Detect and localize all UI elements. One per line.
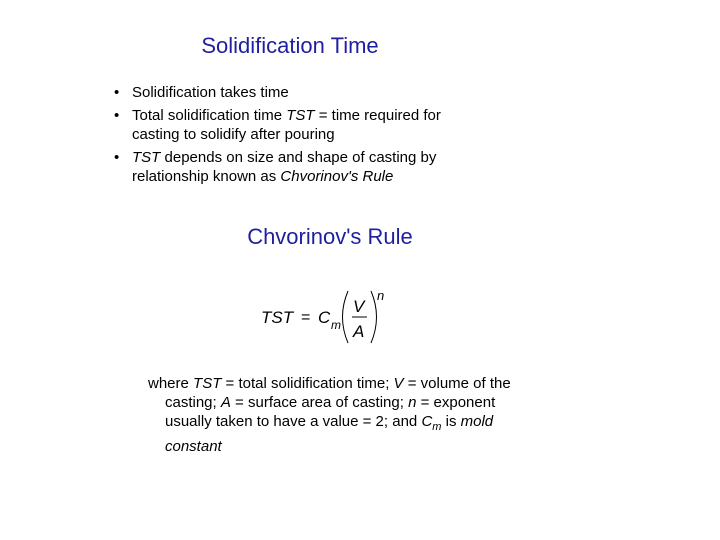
- bullet-text: Total solidification time: [132, 107, 287, 124]
- bullet-marker: •: [114, 84, 120, 101]
- bullet-marker: •: [114, 107, 120, 124]
- bullet-text: Chvorinov's Rule: [280, 168, 394, 185]
- explanation-text: $C_m$: [421, 413, 442, 433]
- explanation-text: is: [441, 413, 461, 430]
- bullet-text: Solidification takes time: [132, 84, 289, 101]
- bullet-marker: •: [114, 149, 120, 166]
- formula-equals: =: [301, 309, 311, 326]
- formula-lhs: TST: [261, 308, 294, 327]
- explanation-text: n: [408, 394, 417, 411]
- explanation-text: A: [220, 394, 231, 411]
- formula-denominator: A: [353, 322, 365, 341]
- bullet-text: = time required for casting to solidify after pouring: [132, 107, 441, 143]
- explanation-text: where: [148, 375, 194, 392]
- formula-coef: C: [318, 308, 331, 327]
- bullet-item: [112, 83, 492, 102]
- chvorinov-formula: [255, 285, 415, 350]
- bullet-list: [112, 83, 492, 190]
- bullet-item: [112, 148, 492, 186]
- formula-coef-sub: m: [331, 318, 341, 332]
- left-paren: [343, 291, 349, 343]
- explanation-text: mold constant: [165, 413, 494, 455]
- explanation-text: = volume of the casting;: [165, 375, 511, 411]
- rule-title: Chvorinov's Rule: [247, 224, 413, 249]
- bullet-text: TST: [132, 149, 161, 166]
- explanation-text: V: [393, 375, 404, 392]
- explanation-text: = total solidification time;: [221, 375, 394, 392]
- explanation-text: TST: [193, 375, 222, 392]
- formula-numerator: V: [353, 297, 365, 316]
- bullet-text: TST: [286, 107, 315, 124]
- explanation-text: = surface area of casting;: [230, 394, 409, 411]
- formula-explanation: [148, 374, 528, 456]
- slide-title: Solidification Time: [201, 33, 379, 58]
- formula-exponent: n: [377, 288, 385, 303]
- bullet-item: [112, 106, 492, 144]
- bullet-text: depends on size and shape of casting by relationship known as: [132, 149, 437, 185]
- explanation-text: = exponent usually taken to have a value = 2; and: [165, 394, 496, 430]
- right-paren: [371, 291, 377, 343]
